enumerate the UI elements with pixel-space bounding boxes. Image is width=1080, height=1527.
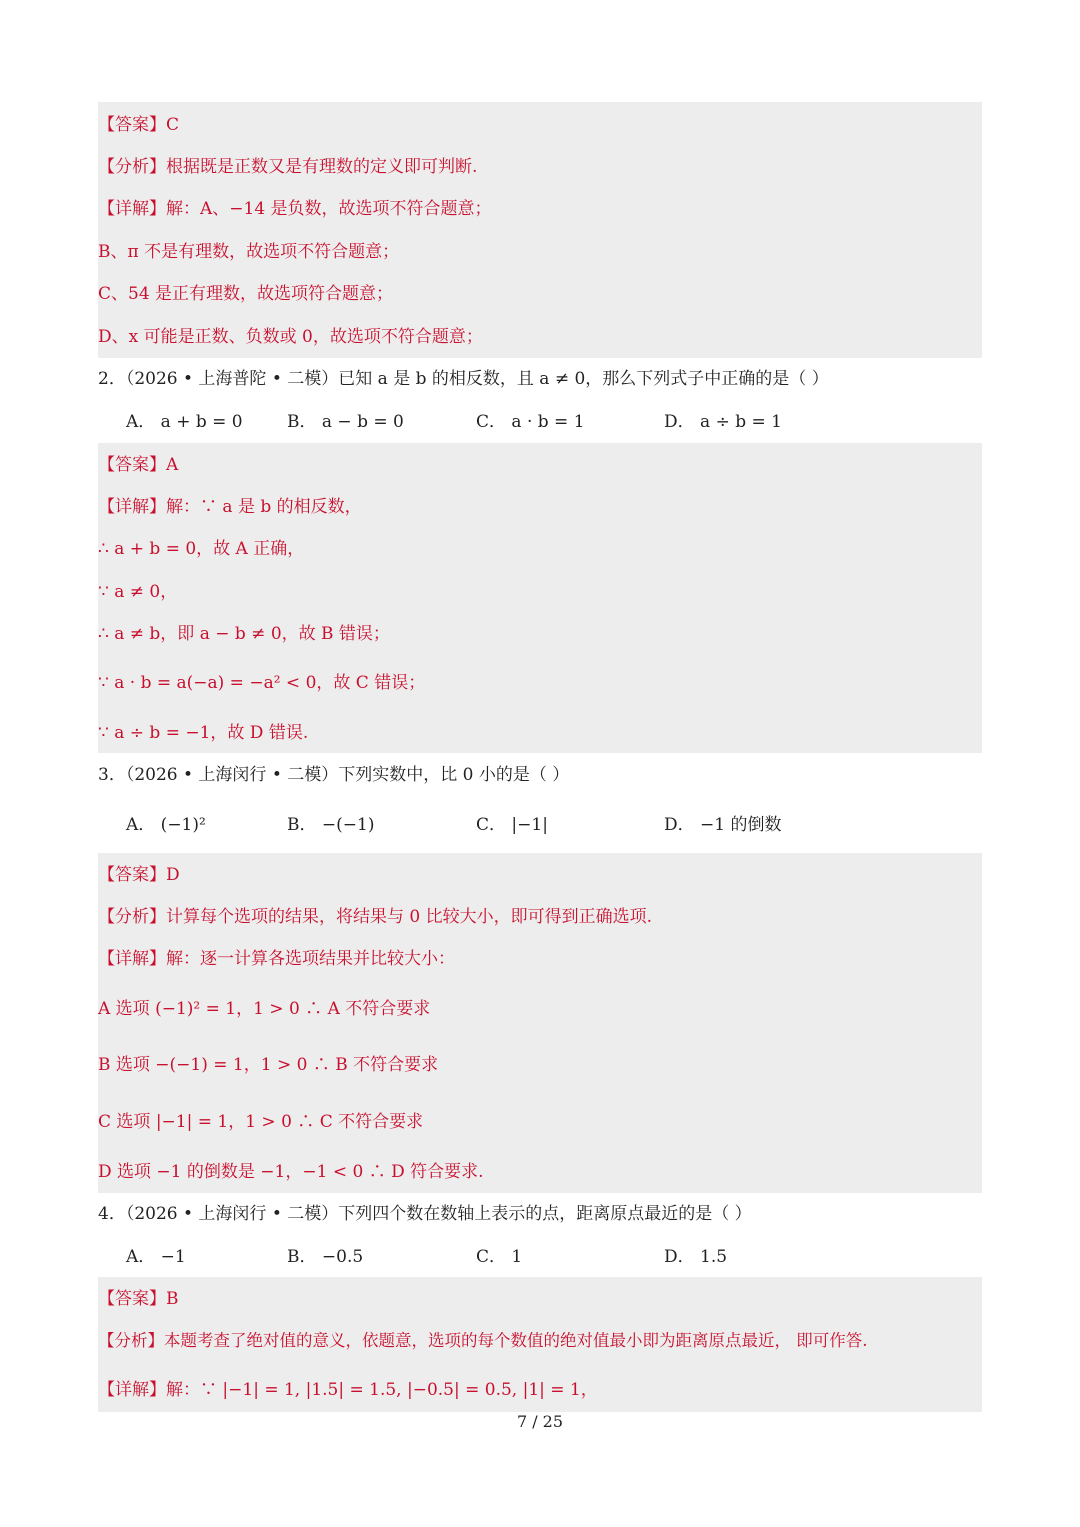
solution-box-2: [98, 443, 982, 753]
solution-box-1: [98, 102, 982, 358]
answer-line: 【答案】C: [98, 115, 180, 135]
analysis-line: 【分析】本题考查了绝对值的意义，依题意，选项的每个数值的绝对值最小即为距离原点最近， 即可作答.: [98, 1331, 868, 1350]
answer-line: 【答案】B: [98, 1289, 179, 1309]
detail-line: D 选项 −1 的倒数是 −1，−1 < 0 ∴ D 符合要求.: [98, 1162, 484, 1182]
detail-line: C 选项 |−1| = 1，1 > 0 ∴ C 不符合要求: [98, 1112, 424, 1132]
question-2: 2．（2026 • 上海普陀 • 二模）已知 a 是 b 的相反数，且 a ≠ 0，那么下列式子中正确的是（ ）: [98, 369, 829, 389]
analysis-line: 【分析】根据既是正数又是有理数的定义即可判断.: [98, 157, 478, 177]
option-b: B． a − b = 0: [287, 412, 404, 432]
detail-line: 【详解】解：∵ a 是 b 的相反数，: [98, 497, 362, 517]
option-b: B． −0.5: [287, 1247, 364, 1267]
detail-line: ∴ a ≠ b，即 a − b ≠ 0，故 B 错误；: [98, 624, 390, 644]
question-3: 3．（2026 • 上海闵行 • 二模）下列实数中，比 0 小的是（ ）: [98, 765, 570, 785]
option-d: D． a ÷ b = 1: [664, 412, 782, 432]
option-c: C． a · b = 1: [476, 412, 585, 432]
option-b: B． −(−1): [287, 815, 375, 835]
page-number: 7 / 25: [516, 1412, 564, 1431]
detail-line: 【详解】解：∵ |−1| = 1, |1.5| = 1.5, |−0.5| = 0.5, |1| = 1，: [98, 1380, 598, 1400]
detail-line: D、x 可能是正数、负数或 0，故选项不符合题意；: [98, 327, 483, 347]
analysis-line: 【分析】计算每个选项的结果，将结果与 0 比较大小，即可得到正确选项.: [98, 907, 653, 927]
option-d: D． 1.5: [664, 1247, 728, 1267]
answer-line: 【答案】A: [98, 455, 179, 475]
solution-box-3: [98, 853, 982, 1193]
detail-line: ∵ a ≠ 0，: [98, 582, 178, 602]
detail-line: B 选项 −(−1) = 1，1 > 0 ∴ B 不符合要求: [98, 1055, 439, 1075]
option-d: D． −1 的倒数: [664, 815, 782, 835]
detail-line: ∴ a + b = 0，故 A 正确，: [98, 539, 305, 559]
answer-line: 【答案】D: [98, 865, 180, 885]
option-a: A． (−1)²: [126, 815, 206, 835]
detail-line: ∵ a · b = a(−a) = −a² < 0，故 C 错误；: [98, 673, 426, 693]
detail-line: ∵ a ÷ b = −1，故 D 错误.: [98, 723, 309, 743]
option-c: C． 1: [476, 1247, 523, 1267]
detail-line: B、π 不是有理数，故选项不符合题意；: [98, 242, 400, 262]
option-c: C． |−1|: [476, 815, 548, 835]
detail-line: C、54 是正有理数，故选项符合题意；: [98, 284, 394, 304]
question-4: 4．（2026 • 上海闵行 • 二模）下列四个数在数轴上表示的点，距离原点最近的是（ ）: [98, 1204, 752, 1224]
detail-line: 【详解】解：A、−14 是负数，故选项不符合题意；: [98, 199, 492, 219]
option-a: A． −1: [126, 1247, 186, 1267]
option-a: A． a + b = 0: [126, 412, 243, 432]
detail-line: A 选项 (−1)² = 1，1 > 0 ∴ A 不符合要求: [98, 999, 431, 1019]
detail-line: 【详解】解：逐一计算各选项结果并比较大小：: [98, 949, 455, 969]
